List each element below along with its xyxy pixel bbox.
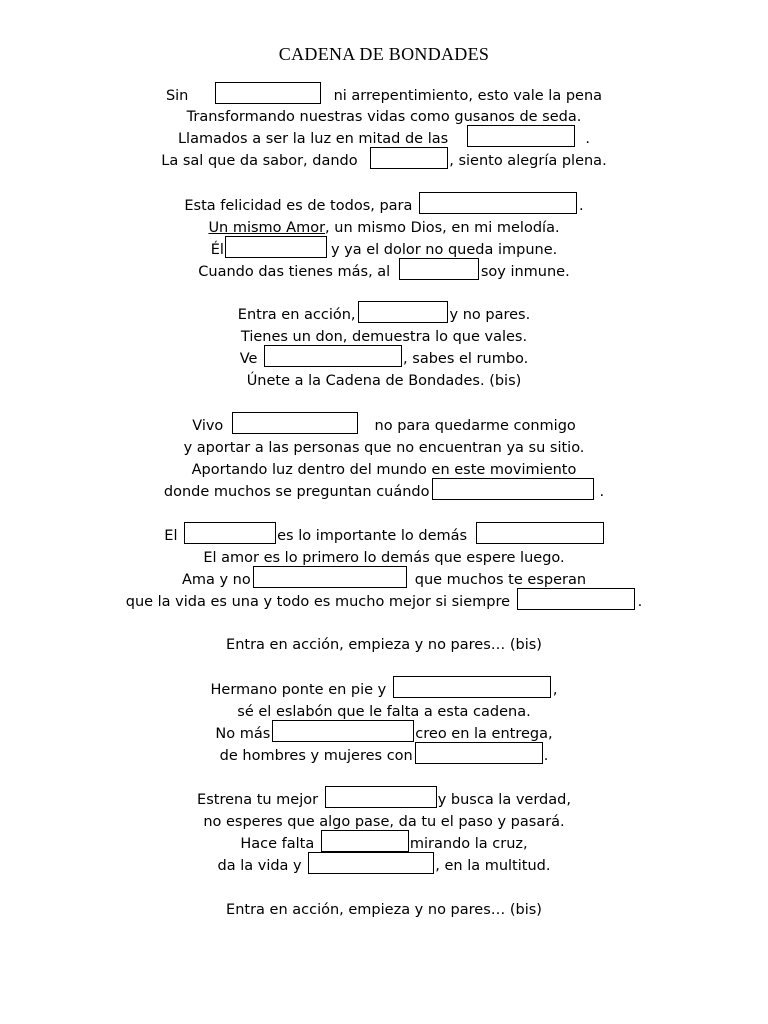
lyric-line xyxy=(0,591,768,613)
blank-field[interactable] xyxy=(321,830,409,852)
blank-field[interactable] xyxy=(225,236,327,258)
lyric-text: Estrena tu mejor xyxy=(197,792,319,808)
blank-field[interactable] xyxy=(432,478,594,500)
blank-field[interactable] xyxy=(399,258,479,280)
lyric-line xyxy=(0,261,768,283)
blank-field[interactable] xyxy=(419,192,577,214)
lyric-text: sé el eslabón que le falta a esta cadena. xyxy=(237,704,531,720)
blank-field[interactable] xyxy=(215,82,321,104)
lyric-text: y ya el dolor no queda impune. xyxy=(330,242,558,258)
lyric-text: No más xyxy=(215,726,271,742)
blank-field[interactable] xyxy=(184,522,276,544)
lyric-text: Él xyxy=(210,242,224,258)
lyric-line xyxy=(0,745,768,767)
lyric-text: y no pares. xyxy=(449,307,531,323)
lyric-text: es lo importante lo demás xyxy=(277,528,468,544)
lyric-line xyxy=(0,481,768,503)
blank-field[interactable] xyxy=(232,412,358,434)
lyric-text: . xyxy=(543,748,549,764)
lyric-line xyxy=(0,437,768,459)
lyric-text: . xyxy=(579,198,584,214)
blank-field[interactable] xyxy=(325,786,437,808)
blank-field[interactable] xyxy=(415,742,543,764)
lyric-line xyxy=(0,634,768,656)
lyric-text: creo en la entrega, xyxy=(415,726,553,742)
blank-field[interactable] xyxy=(272,720,414,742)
lyric-text: , xyxy=(552,682,558,698)
lyric-text: Entra en acción, xyxy=(237,307,356,323)
lyric-text: Esta felicidad es de todos, para xyxy=(184,198,413,214)
lyric-text: da la vida y xyxy=(217,858,302,874)
lyric-text: Aportando luz dentro del mundo en este movimiento xyxy=(191,462,577,478)
lyric-text: donde muchos se preguntan cuándo xyxy=(163,484,430,500)
lyric-line xyxy=(0,348,768,370)
lyric-text: Sin xyxy=(165,88,189,104)
blank-field[interactable] xyxy=(476,522,604,544)
lyric-text: ni arrepentimiento, esto vale la pena xyxy=(333,88,603,104)
lyric-text: Llamados a ser la luz en mitad de las xyxy=(177,131,449,147)
blank-field[interactable] xyxy=(253,566,407,588)
lyric-text: , sabes el rumbo. xyxy=(403,351,529,367)
lyric-text: Ve xyxy=(239,351,258,367)
lyric-text: El amor es lo primero lo demás que espere luego. xyxy=(203,550,565,566)
lyric-text: mirando la cruz, xyxy=(409,836,528,852)
lyric-line xyxy=(0,855,768,877)
lyric-line xyxy=(0,723,768,745)
lyric-line xyxy=(0,150,768,172)
lyric-text: Entra en acción, empieza y no pares… (bis) xyxy=(226,902,542,918)
lyric-text: El xyxy=(164,528,178,544)
lyric-text: Un mismo Amor xyxy=(208,220,326,236)
lyric-line xyxy=(0,370,768,392)
blank-field[interactable] xyxy=(358,301,448,323)
lyric-text: Tienes un don, demuestra lo que vales. xyxy=(240,329,528,345)
lyric-line xyxy=(0,899,768,921)
lyric-line xyxy=(0,239,768,261)
lyric-text: Cuando das tienes más, al xyxy=(198,264,391,280)
lyric-text: Transformando nuestras vidas como gusanos de seda. xyxy=(186,109,582,125)
lyric-text: Entra en acción, empieza y no pares… (bis) xyxy=(226,637,542,653)
blank-field[interactable] xyxy=(370,147,448,169)
lyric-line xyxy=(0,525,768,547)
blank-field[interactable] xyxy=(517,588,635,610)
lyric-line xyxy=(0,217,768,239)
page-title: CADENA DE BONDADES xyxy=(278,44,490,64)
lyric-text: Únete a la Cadena de Bondades. (bis) xyxy=(246,373,522,389)
lyric-line xyxy=(0,459,768,481)
lyric-line xyxy=(0,195,768,217)
lyric-text: soy inmune. xyxy=(480,264,570,280)
blank-field[interactable] xyxy=(467,125,575,147)
lyric-text: . xyxy=(637,594,643,610)
lyric-text: y aportar a las personas que no encuentran ya su sitio. xyxy=(183,440,585,456)
lyric-text: y busca la verdad, xyxy=(437,792,571,808)
lyric-text: que muchos te esperan xyxy=(414,572,587,588)
lyric-line xyxy=(0,569,768,591)
blank-field[interactable] xyxy=(393,676,551,698)
lyric-text: que la vida es una y todo es mucho mejor si siempre xyxy=(125,594,511,610)
lyric-text: , en la multitud. xyxy=(435,858,551,874)
blank-field[interactable] xyxy=(264,345,402,367)
lyric-text: . xyxy=(599,484,605,500)
lyric-text: no esperes que algo pase, da tu el paso y pasará. xyxy=(203,814,565,830)
lyric-text: La sal que da sabor, dando xyxy=(161,153,358,169)
lyric-text: . xyxy=(585,131,591,147)
lyric-line xyxy=(0,106,768,128)
lyric-line xyxy=(0,789,768,811)
lyric-text: Vivo xyxy=(192,418,224,434)
lyric-line xyxy=(0,85,768,107)
lyric-text: de hombres y mujeres con xyxy=(219,748,413,764)
lyric-line xyxy=(0,304,768,326)
lyric-text: , un mismo Dios, en mi melodía. xyxy=(325,220,560,236)
lyric-text: , siento alegría plena. xyxy=(449,153,607,169)
lyric-text: Ama y no xyxy=(181,572,251,588)
lyric-text: no para quedarme conmigo xyxy=(374,418,576,434)
lyric-line xyxy=(0,679,768,701)
blank-field[interactable] xyxy=(308,852,434,874)
lyric-line xyxy=(0,415,768,437)
lyric-text: Hermano ponte en pie y xyxy=(210,682,387,698)
lyric-text: Hace falta xyxy=(240,836,315,852)
